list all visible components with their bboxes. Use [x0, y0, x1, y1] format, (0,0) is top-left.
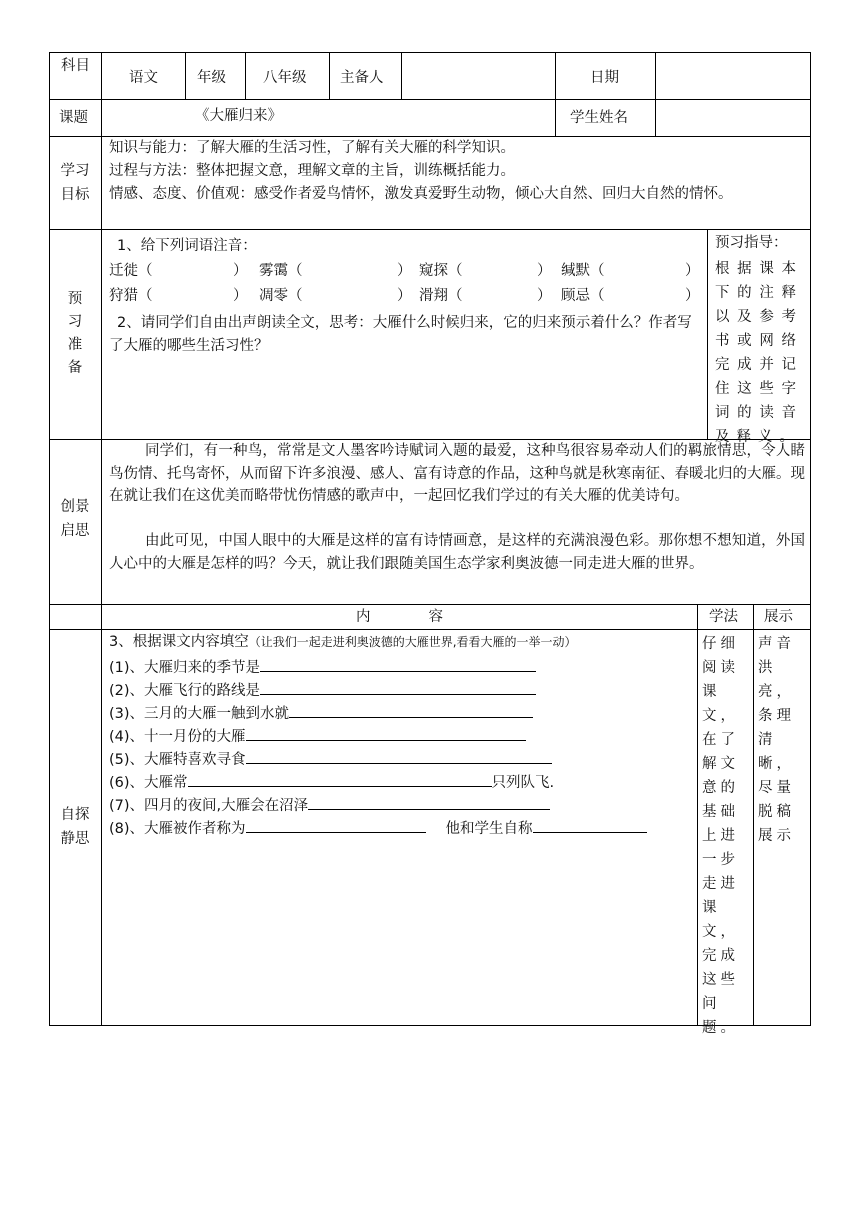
answer-blank[interactable] [533, 816, 647, 833]
answer-blank[interactable] [289, 701, 533, 718]
word-kuitan: 窥探（ [419, 263, 463, 279]
grade-value: 八年级 [263, 70, 307, 86]
pinyin-close: ） [685, 263, 700, 279]
goals-label: 学习目标 [60, 163, 90, 203]
pinyin-close: ） [397, 263, 412, 279]
topic-label: 课题 [59, 110, 88, 126]
preparer-label: 主备人 [340, 70, 384, 86]
question-2: 2、请同学们自由出声朗读全文，思考：大雁什么时候归来，它的归来预示着什么？作者写了大雁的哪些生活习性？ [109, 315, 692, 354]
word-qianxi: 迁徙（ [109, 263, 153, 279]
fill-item-4 [109, 724, 526, 747]
col-divider [329, 52, 330, 100]
method-text: 仔细阅读课文，在了解文意的基础上进一步走进课文，完成这些问题。 [702, 636, 739, 1036]
fill-item-5 [109, 747, 552, 770]
fill-item-3 [109, 701, 533, 724]
word-guji: 顾忌（ [561, 288, 605, 304]
fill-item-text: (2)、大雁飞行的路线是 [109, 683, 261, 699]
intro-label: 创景启思 [60, 499, 90, 539]
fill-item-text: (1)、大雁归来的季节是 [109, 660, 261, 676]
answer-blank[interactable] [308, 793, 550, 810]
explore-label: 自探静思 [60, 807, 90, 847]
table-border-right [810, 52, 811, 1026]
pinyin-close: ） [537, 263, 552, 279]
fill-item-8 [109, 816, 647, 839]
guide-body: 根据课本下的注释以及参考书或网络完成并记住这些字词的读音及释义。 [715, 261, 803, 445]
fill-item-tail: 只列队飞. [491, 775, 555, 791]
fill-item-6 [109, 770, 554, 793]
word-diaoling: 凋零（ [259, 288, 303, 304]
preview-label: 预习准备 [67, 291, 83, 376]
pinyin-close: ） [397, 288, 412, 304]
fill-item-2 [109, 678, 536, 701]
goal-process: 过程与方法：整体把握文意，理解文章的主旨，训练概括能力。 [109, 163, 515, 179]
topic-value: 《大雁归来》 [195, 108, 282, 124]
content-header: 内 容 [356, 609, 443, 625]
goal-knowledge: 知识与能力：了解大雁的生活习性，了解有关大雁的科学知识。 [109, 140, 515, 156]
word-jianmo: 缄默（ [561, 263, 605, 279]
subject-value: 语文 [129, 70, 158, 86]
col-divider [555, 52, 556, 137]
answer-blank[interactable] [246, 747, 552, 764]
student-name-label: 学生姓名 [570, 110, 628, 126]
intro-para-2: 由此可见，中国人眼中的大雁是这样的富有诗情画意，是这样的充满浪漫色彩。那你想不想知道，外国人心中的大雁是怎样的吗？今天，就让我们跟随美国生态学家利奥波德一同走进大雁的世界。 [109, 533, 805, 572]
answer-blank[interactable] [260, 655, 536, 672]
intro-para-1: 同学们，有一种鸟，常常是文人墨客吟诗赋词入题的最爱，这种鸟很容易牵动人们的羁旅情思，令人睹鸟伤情、托鸟寄怀，从而留下许多浪漫、感人、富有诗意的作品，这种鸟就是秋寒南征、春暖北归的大雁。现在就让我们在这优美而略带忧伤情感的歌声中，一起回忆我们学过的有关大雁的优美诗句。 [109, 443, 805, 504]
table-border-top [49, 52, 811, 53]
answer-blank[interactable] [246, 816, 426, 833]
fill-item-text: (6)、大雁常 [109, 775, 188, 791]
word-wuai: 雾霭（ [259, 263, 303, 279]
question-3-note: （让我们一起走进利奥波德的大雁世界,看看大雁的一举一动） [248, 635, 577, 649]
fill-item-text: (3)、三月的大雁一触到水就 [109, 706, 290, 722]
fill-item-1 [109, 655, 536, 678]
col-divider [655, 52, 656, 137]
word-huaxiang: 滑翔（ [419, 288, 463, 304]
fill-item-text: (7)、四月的夜间,大雁会在沼泽 [109, 798, 309, 814]
goals-body [109, 137, 805, 206]
method-header: 学法 [709, 609, 738, 625]
method-column-divider [697, 604, 698, 1026]
fill-item-text: (8)、大雁被作者称为 [109, 821, 246, 837]
pinyin-close: ） [537, 288, 552, 304]
label-column-divider [101, 52, 102, 1026]
fill-item-text: (5)、大雁特喜欢寻食 [109, 752, 246, 768]
word-shoulie: 狩猎（ [109, 288, 153, 304]
pinyin-close: ） [233, 263, 248, 279]
guide-column-divider [707, 229, 708, 440]
col-divider [185, 52, 186, 100]
question-1: 1、给下列词语注音： [117, 238, 257, 254]
show-text: 声音洪亮，条理清晰，尽量脱稿展示 [758, 636, 795, 844]
answer-blank[interactable] [188, 770, 492, 787]
row-divider [49, 99, 811, 100]
goal-emotion: 情感、态度、价值观：感受作者爱鸟情怀，激发真爱野生动物，倾心大自然、回归大自然的情怀。 [109, 186, 733, 202]
table-border-left [49, 52, 50, 1026]
fill-item-text: (4)、十一月份的大雁 [109, 729, 246, 745]
pinyin-close: ） [233, 288, 248, 304]
guide-title: 预习指导： [715, 235, 788, 251]
pinyin-close: ） [685, 288, 700, 304]
lesson-plan-table [49, 52, 811, 1036]
row-divider [49, 229, 811, 230]
question-3 [109, 632, 577, 652]
answer-blank[interactable] [260, 678, 536, 695]
show-header: 展示 [764, 609, 793, 625]
subject-label: 科目 [61, 58, 90, 74]
answer-blank[interactable] [246, 724, 526, 741]
date-label: 日期 [590, 70, 619, 86]
fill-item-7 [109, 793, 550, 816]
show-column-divider [753, 604, 754, 1026]
grade-label: 年级 [197, 70, 226, 86]
col-divider [245, 52, 246, 100]
fill-item-mid: 他和学生自称 [445, 821, 533, 837]
question-3-text: 3、根据课文内容填空 [109, 634, 249, 650]
col-divider [401, 52, 402, 100]
